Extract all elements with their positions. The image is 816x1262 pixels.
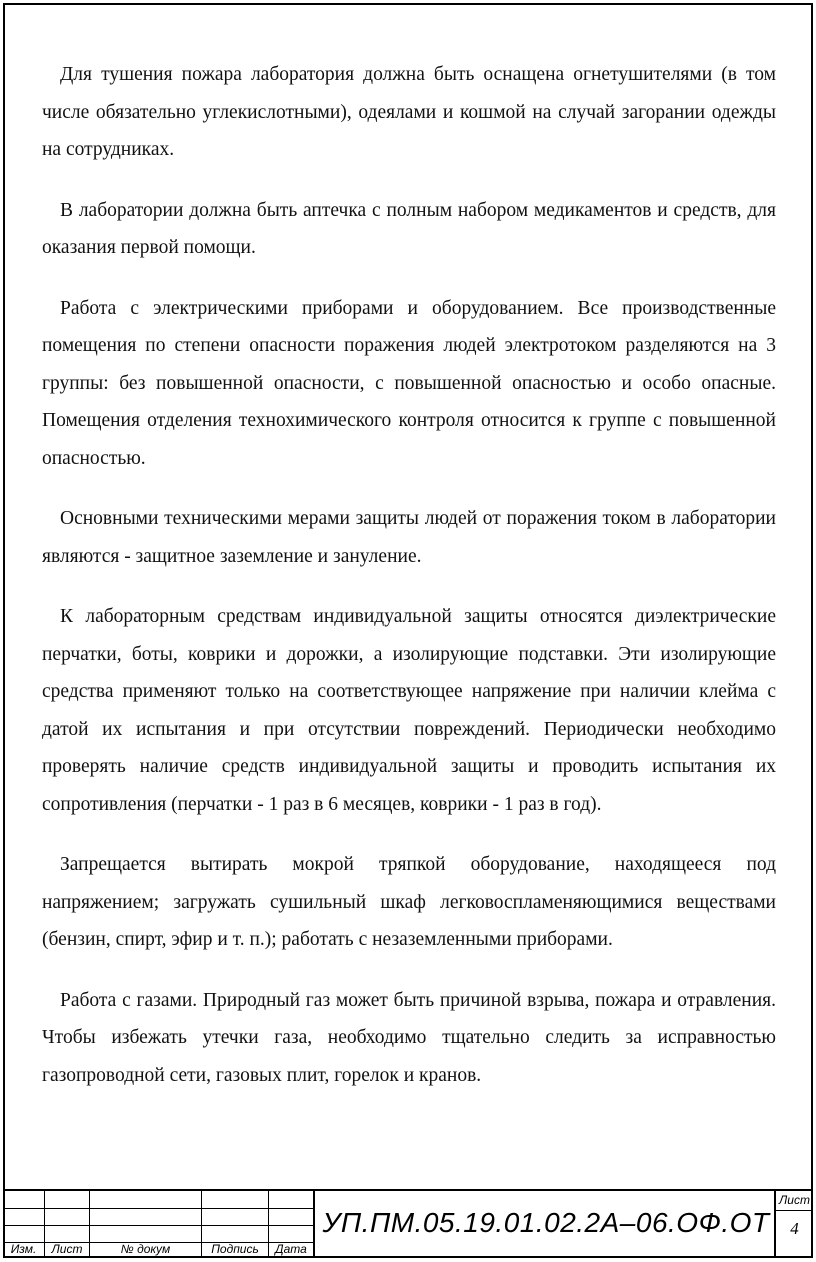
label-signature: Подпись (211, 1242, 259, 1256)
title-block-col-date (269, 1191, 315, 1258)
title-block-col-izm (3, 1191, 45, 1258)
label-izm: Изм. (10, 1242, 37, 1256)
title-block-col-doc-no (90, 1191, 202, 1258)
title-block (3, 1189, 813, 1260)
sheet-number: 4 (790, 1219, 799, 1238)
paragraph-fire-equipment: Для тушения пожара лаборатория должна быть оснащена огнетушителями (в том числе обязательно углекислотными), одеялами и кошмой на случай загорании одежды на сотрудниках. (42, 64, 776, 160)
label-sheet: Лист (776, 1193, 813, 1211)
document-body (42, 56, 776, 1117)
sheet-number-cell (774, 1191, 813, 1258)
paragraph-first-aid: В лаборатории должна быть аптечка с полным набором медикаментов и средств, для оказания первой помощи. (42, 199, 776, 258)
title-block-col-signature (202, 1191, 269, 1258)
label-list: Лист (51, 1242, 83, 1256)
paragraph-electrical: Работа с электрическими приборами и оборудованием. Все производственные помещения по степени опасности поражения людей электротоком разделяются на 3 группы: без повышенной опасности, с повышенной опасностью и особо опасные. Помещения отделения технохимического контроля относится к группе с повышенной опасностью. (42, 297, 776, 469)
paragraph-personal-protection: К лабораторным средствам индивидуальной защиты относятся диэлектрические перчатки, боты, коврики и дорожки, а изолирующие подставки. Эти изолирующие средства применяют только на соответствующее напряжение при наличии клейма с датой их испытания и при отсутствии повреждений. Периодически необходимо проверять наличие средств индивидуальной защиты и проводить испытания их сопротивления (перчатки - 1 раз в 6 месяцев, коврики - 1 раз в год). (42, 606, 776, 815)
label-date: Дата (275, 1242, 307, 1256)
paragraph-protection-measures: Основными техническими мерами защиты людей от поражения током в лаборатории являются - защитное заземление и зануление. (42, 508, 776, 567)
label-doc-no: № докум (120, 1242, 171, 1256)
paragraph-prohibitions: Запрещается вытирать мокрой тряпкой оборудование, находящееся под напряжением; загружать сушильный шкаф легковоспламеняющимися веществами (бензин, спирт, эфир и т. п.); работать с незаземленными приборами. (42, 854, 776, 950)
document-code: УП.ПМ.05.19.01.02.2А–06.ОФ.ОТ (322, 1207, 770, 1238)
title-block-col-list (45, 1191, 90, 1258)
paragraph-gas: Работа с газами. Природный газ может быть причиной взрыва, пожара и отравления. Чтобы избежать утечки газа, необходимо тщательно следить за исправностью газопроводной сети, газовых плит, горелок и кранов. (42, 989, 776, 1086)
